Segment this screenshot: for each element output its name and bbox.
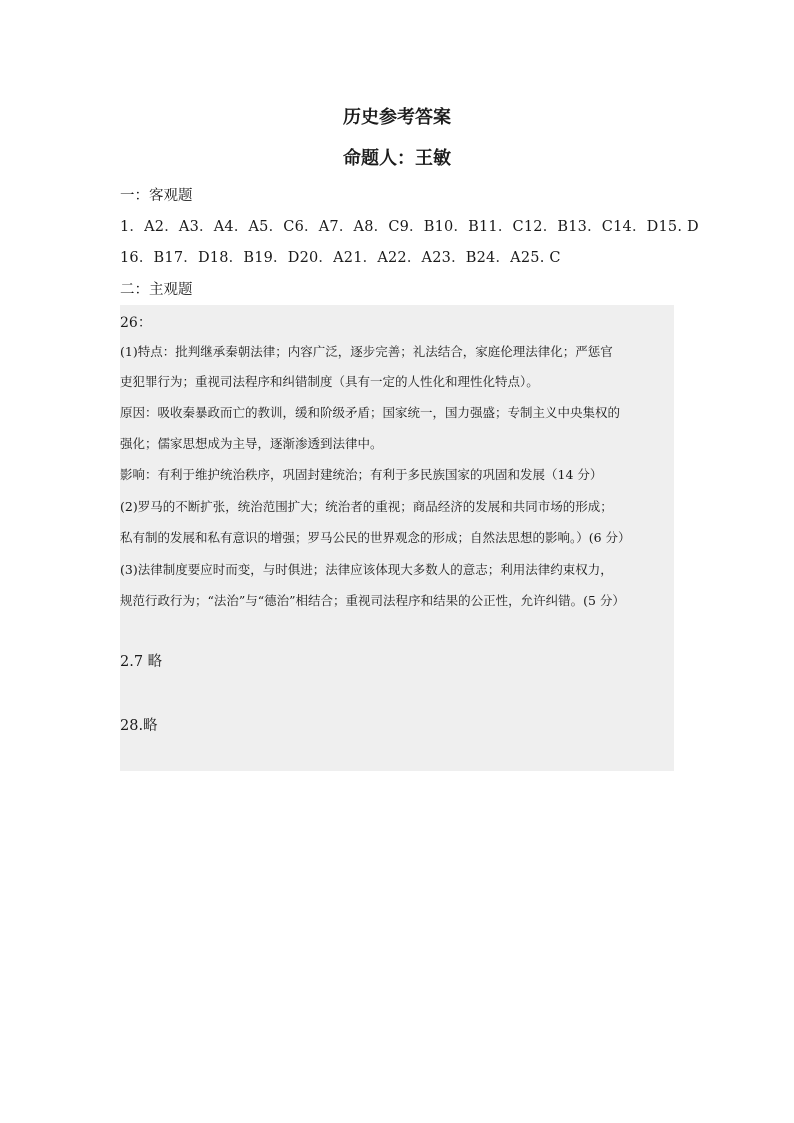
- document-title: 历史参考答案: [343, 107, 451, 128]
- question-26-answer-line: 强化；儒家思想成为主导，逐渐渗透到法律中。: [120, 436, 383, 451]
- objective-answers-line-2: 16．B17．D18．B19．D20．A21．A22．A23．B24．A25. C: [120, 250, 561, 266]
- objective-answers-line-1: 1．A2．A3．A4．A5．C6．A7．A8．C9．B10．B11．C12．B13．C14．D15. D: [120, 219, 699, 235]
- question-26-answer-line: (3)法律制度要应时而变，与时俱进；法律应该体现大多数人的意志；利用法律约束权力，: [120, 562, 613, 577]
- document-author: 命题人：王敏: [343, 148, 451, 169]
- question-26-answer-line: 影响：有利于维护统治秩序，巩固封建统治；有利于多民族国家的巩固和发展（14 分）: [120, 467, 603, 482]
- question-26-answer-line: 原因：吸收秦暴政而亡的教训，缓和阶级矛盾；国家统一，国力强盛；专制主义中央集权的: [120, 405, 621, 420]
- subjective-section-heading: 二：主观题: [120, 282, 193, 298]
- question-26-answer-line: 规范行政行为；“法治”与“德治”相结合；重视司法程序和结果的公正性，允许纠错。(5 分）: [120, 593, 625, 608]
- question-26-answer-line: 吏犯罪行为；重视司法程序和纠错制度（具有一定的人性化和理性化特点）。: [120, 374, 539, 389]
- question-26-answer-line: 私有制的发展和私有意识的增强；罗马公民的世界观念的形成；自然法思想的影响。）(6 分）: [120, 530, 631, 545]
- objective-section-heading: 一：客观题: [120, 188, 193, 204]
- question-27-answer: 2.7 略: [120, 654, 163, 670]
- question-26-answer-line: (2)罗马的不断扩张，统治范围扩大；统治者的重视；商品经济的发展和共同市场的形成；: [120, 499, 613, 514]
- question-26-number: 26：: [120, 315, 152, 331]
- question-28-answer: 28.略: [120, 718, 158, 734]
- question-26-answer-line: (1)特点：批判继承秦朝法律；内容广泛，逐步完善；礼法结合，家庭伦理法律化；严惩官: [120, 344, 613, 359]
